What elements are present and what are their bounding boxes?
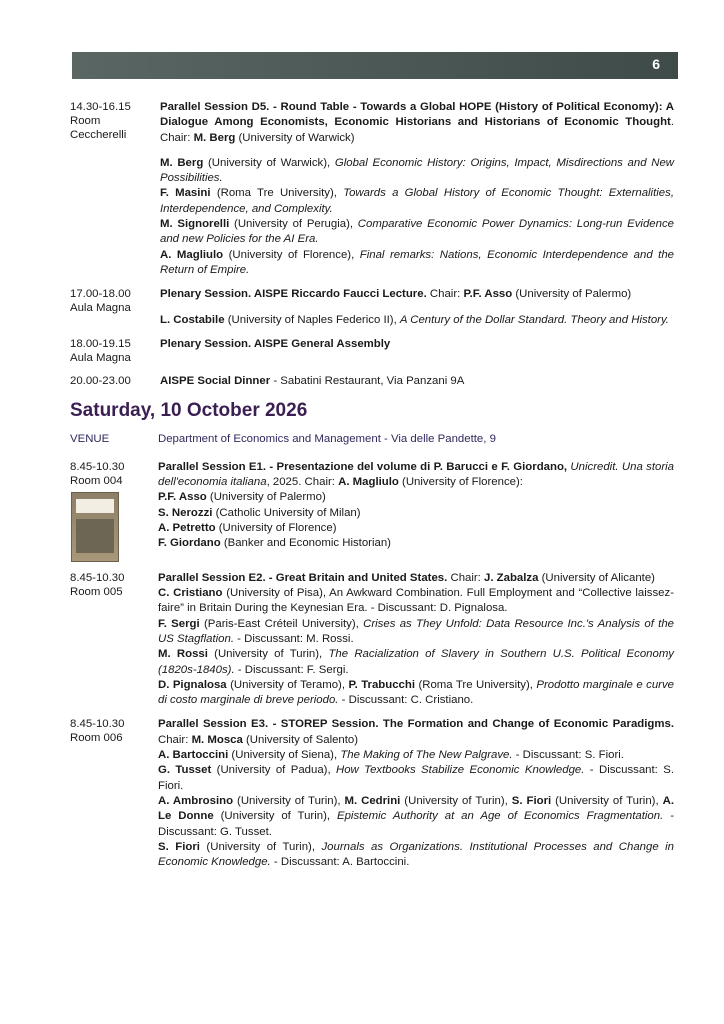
presenter: C. Cristiano (University of Pisa), An Awkward Combination. Full Employment and “Collective laissez-faire” in Britain During the Keynesian Era. - Discussant: D. Pignalosa. — [158, 587, 674, 615]
social-dinner: 20.00-23.00 AISPE Social Dinner - Sabatini Restaurant, Via Panzani 9A — [70, 374, 674, 389]
session-title: Plenary Session. AISPE General Assembly — [160, 337, 391, 350]
venue-row — [70, 432, 674, 447]
venue-text: Department of Economics and Management - Via delle Pandette, 9 — [158, 433, 496, 446]
session-title: Parallel Session D5. - Round Table - Towards a Global HOPE (History of Political Economy): A Dialogue Among Economists, Economic Historians and Historians of Economic Thought. Chair: M. Berg (University of Warwick) — [160, 101, 674, 144]
presenter: L. Costabile (University of Naples Federico II), A Century of the Dollar Standard. Theory and History. — [160, 313, 669, 326]
presenter: A. Magliulo (University of Florence), Final remarks: Nations, Economic Interdependence and the Return of Empire. — [160, 248, 675, 276]
presenter: G. Tusset (University of Padua), How Textbooks Stabilize Economic Knowledge. - Discussant: S. Fiori. — [158, 764, 674, 792]
presenter: F. Sergi (Paris-East Créteil University), Crises as They Unfold: Data Resource Inc.'s Analysis of the US Stagflation. - Discussant: M. Rossi. — [158, 617, 674, 645]
presenter: M. Signorelli (University of Perugia), Comparative Economic Power Dynamics: Long-run Evidence and new Policies for the AI Era. — [160, 218, 674, 246]
session-title: AISPE Social Dinner - Sabatini Restaurant, Via Panzani 9A — [160, 374, 465, 387]
presenter: F. Giordano (Banker and Economic Historian) — [158, 537, 391, 550]
presenter: S. Nerozzi (Catholic University of Milan) — [158, 506, 361, 519]
presenter: P.F. Asso (University of Palermo) — [158, 491, 326, 504]
book-cover-image — [71, 492, 119, 562]
presenter: M. Berg (University of Warwick), Global Economic History: Origins, Impact, Misdirections and New Possibilities. — [160, 156, 675, 185]
session-title: Parallel Session E3. - STOREP Session. The Formation and Change of Economic Paradigms. Chair: M. Mosca (University of Salento) — [158, 718, 674, 746]
session-title: Parallel Session E2. - Great Britain and United States. Chair: J. Zabalza (University of Alicante) — [158, 571, 655, 584]
session-d5 — [70, 100, 674, 278]
session-body — [160, 100, 674, 278]
presenter: A. Petretto (University of Florence) — [158, 521, 337, 534]
session-title: Plenary Session. AISPE Riccardo Faucci Lecture. Chair: P.F. Asso (University of Palermo) — [160, 288, 632, 301]
venue-label: VENUE — [70, 433, 110, 446]
session-e1: 8.45-10.30 Room 004 Parallel Session E1. - Presentazione del volume di P. Barucci e F. Giordano, Unicredit. Una storia dell'economia italiana, 2025. Chair: A. Magliulo (University of Florence): P.F. Asso (University of Palermo) S. Nerozzi (Catholic University of Milan) A. Petretto (University of Florence) F. Giordano (Banker and Economic Historian) — [70, 460, 674, 562]
presenter: M. Rossi (University of Turin), The Racialization of Slavery in Southern U.S. Political Economy (1820s-1840s). - Discussant: F. Sergi. — [158, 648, 675, 676]
presenter: S. Fiori (University of Turin), Journals as Organizations. Institutional Processes and Change in Economic Knowledge. - Discussant: A. Bartoccini. — [158, 840, 675, 869]
session-e3: 8.45-10.30 Room 006 Parallel Session E3. - STOREP Session. The Formation and Change of Economic Paradigms. Chair: M. Mosca (University of Salento) A. Bartoccini (University of Siena), The Making of The New Palgrave. - Discussant: S. Fiori. G. Tusset (University of Padua), How Textbooks Stabilize Economic Knowledge. - Discussant: S. Fiori. A. Ambrosino (University of Turin), M. Cedrini (University of Turin), S. Fiori (University of Turin), A. Le Donne (University of Turin), Epistemic Authority at an Age of Economics Fragmentation. - Discussant: G. Tusset. S. Fiori (University of Turin), Journals as Organizations. Institutional Processes and Change in Economic Knowledge. - Discussant: A. Bartoccini. — [70, 717, 674, 870]
presenter: F. Masini (Roma Tre University), Towards a Global History of Economic Thought: Externalities, Interdependence, and Complexity. — [160, 187, 674, 215]
day-heading: Saturday, 10 October 2026 — [70, 400, 308, 422]
page-number: 6 — [652, 56, 660, 72]
presenter: A. Bartoccini (University of Siena), The Making of The New Palgrave. - Discussant: S. Fiori. — [158, 749, 624, 762]
session-plenary-lecture: 17.00-18.00 Aula Magna Plenary Session. AISPE Riccardo Faucci Lecture. Chair: P.F. Asso (University of Palermo) L. Costabile (University of Naples Federico II), A Century of the Dollar Standard. Theory and History. — [70, 287, 674, 328]
presenter: A. Ambrosino (University of Turin), M. Cedrini (University of Turin), S. Fiori (University of Turin), A. Le Donne (University of Turin), Epistemic Authority at an Age of Economics Fragmentation. - Discussant: G. Tusset. — [158, 794, 674, 838]
session-title: Parallel Session E1. - Presentazione del volume di P. Barucci e F. Giordano, Unicredit. Una storia dell'economia italiana, 2025. Chair: A. Magliulo (University of Florence): — [158, 460, 674, 489]
presenter: D. Pignalosa (University of Teramo), P. Trabucchi (Roma Tre University), Prodotto marginale e curve di costo marginale di breve periodo. - Discussant: C. Cristiano. — [158, 678, 674, 707]
program-content — [70, 100, 674, 879]
session-time: 14.30-16.15 Room Ceccherelli — [70, 101, 131, 141]
page-header-bar — [72, 52, 678, 79]
session-general-assembly: 18.00-19.15 Aula Magna Plenary Session. AISPE General Assembly — [70, 337, 674, 365]
session-e2: 8.45-10.30 Room 005 Parallel Session E2. - Great Britain and United States. Chair: J. Zabalza (University of Alicante) C. Cristiano (University of Pisa), An Awkward Combination. Full Employment and “Collective laissez-faire” in Britain During the Keynesian Era. - Discussant: D. Pignalosa. F. Sergi (Paris-East Créteil University), Crises as They Unfold: Data Resource Inc.'s Analysis of the US Stagflation. - Discussant: M. Rossi. M. Rossi (University of Turin), The Racialization of Slavery in Southern U.S. Political Economy (1820s-1840s). - Discussant: F. Sergi. D. Pignalosa (University of Teramo), P. Trabucchi (Roma Tre University), Prodotto marginale e curve di costo marginale di breve periodo. - Discussant: C. Cristiano. — [70, 571, 674, 709]
